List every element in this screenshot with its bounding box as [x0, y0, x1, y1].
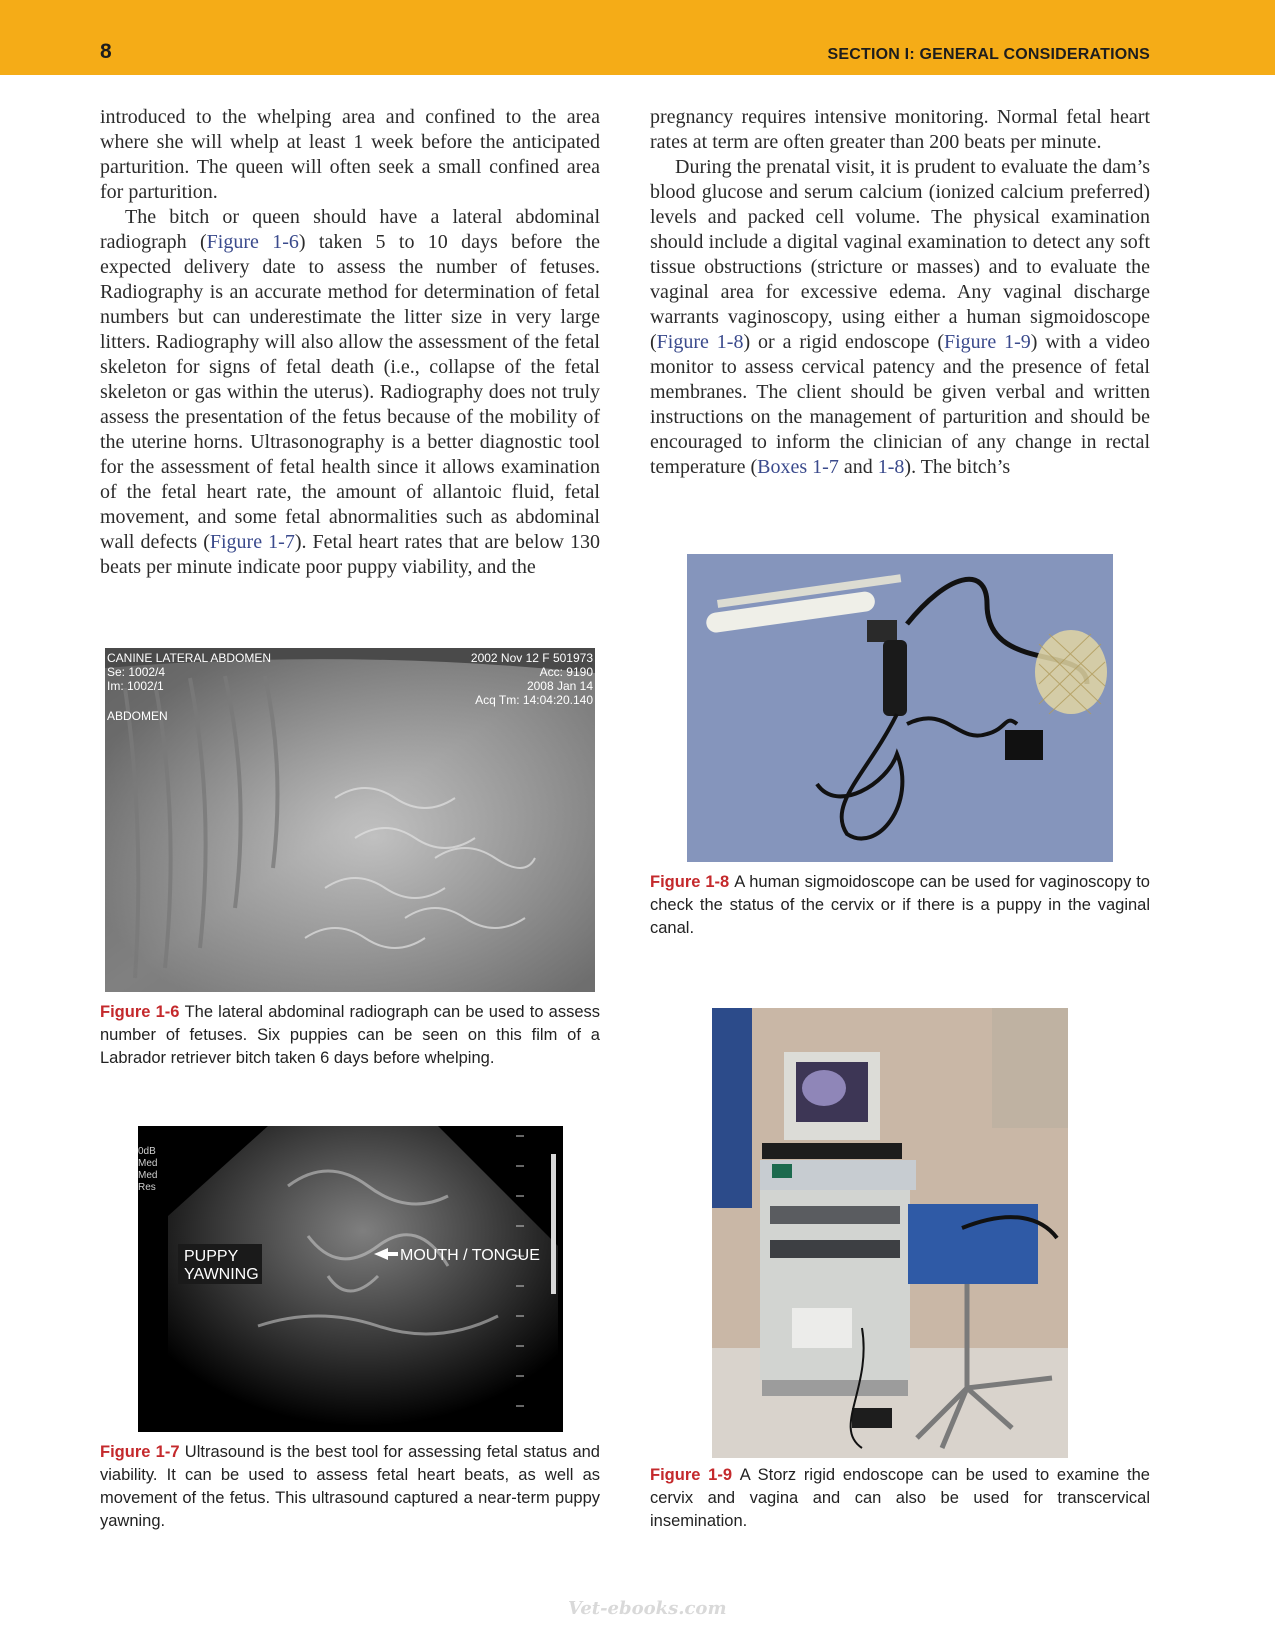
figure-1-6-label: Figure 1-6: [100, 1003, 180, 1021]
figure-1-7-label: Figure 1-7: [100, 1443, 180, 1461]
figure-1-8-link[interactable]: Figure 1-8: [656, 331, 744, 353]
sigmoidoscope-photo: [687, 554, 1113, 862]
us-label-puppy: PUPPY: [184, 1248, 239, 1265]
footer-watermark-logo: Vet-ebooks.com: [568, 1598, 727, 1619]
xray-region: ABDOMEN: [107, 709, 168, 723]
xray-date: 2002 Nov 12 F 501973: [470, 651, 593, 665]
figure-1-9-label: Figure 1-9: [650, 1466, 733, 1484]
xray-se: Se: 1002/4: [107, 665, 166, 679]
right-paragraph-1: pregnancy requires intensive monitoring. Normal fetal heart rates at term are often greater than 200 beats per minute.: [650, 106, 1150, 153]
xray-title: CANINE LATERAL ABDOMEN: [107, 651, 272, 665]
figure-1-6-link[interactable]: Figure 1-6: [206, 231, 299, 253]
us-setting-4: Res: [138, 1182, 156, 1193]
right-column-text: [650, 105, 1150, 480]
figure-1-7-link[interactable]: Figure 1-7: [209, 531, 295, 553]
figure-1-7-caption: Figure 1-7 Ultrasound is the best tool for assessing fetal status and viability. It can be used to assess fetal heart beats, as well as movement of the fetus. This ultrasound captured a near-term puppy yawning.: [100, 1443, 600, 1530]
figure-1-9-caption: Figure 1-9 A Storz rigid endoscope can be used to examine the cervix and vagina and can also be used for transcervical insemination.: [650, 1466, 1150, 1530]
box-1-8-link[interactable]: 1-8: [877, 456, 905, 478]
us-setting-2: Med: [138, 1158, 158, 1169]
us-label-mouth: MOUTH / TONGUE: [400, 1247, 540, 1264]
us-setting-1: 0dB: [138, 1146, 156, 1157]
xray-acq-date: 2008 Jan 14: [526, 679, 593, 693]
xray-acc: Acc: 9190: [539, 665, 593, 679]
ultrasound-image: [138, 1126, 563, 1432]
xray-acq-time: Acq Tm: 14:04:20.140: [475, 693, 593, 707]
box-1-7-link[interactable]: Boxes 1-7: [757, 456, 839, 478]
figure-1-6-caption: Figure 1-6 The lateral abdominal radiograph can be used to assess number of fetuses. Six puppies can be seen on this film of a Labrador retriever bitch taken 6 days before whelping.: [100, 1003, 600, 1067]
left-paragraph-1: introduced to the whelping area and confined to the area where she will whelp at least 1 week before the anticipated parturition. The queen will often seek a small confined area for parturition.: [100, 106, 600, 203]
left-paragraph-2: The bitch or queen should have a lateral abdominal radiograph (Figure 1-6) taken 5 to 10 days before the expected delivery date to assess the number of fetuses. Radiography is an accurate method for determination of fetal numbers but can underestimate the litter size in very large litters. Radiography will also allow the assessment of the fetal skeleton for signs of fetal death (i.e., collapse of the fetal skeleton or gas within the uterus). Radiography does not truly assess the presentation of the fetus because of the mobility of the uterine horns. Ultrasonography is a better diagnostic tool for the assessment of fetal health since it allows examination of the fetal heart rate, the amount of allantoic fluid, fetal movement, and some fetal abnormalities such as abdominal wall defects (Figure 1-7). Fetal heart rates that are below 130 beats per minute indicate poor puppy viability, and the: [100, 206, 600, 578]
right-paragraph-2: During the prenatal visit, it is prudent to evaluate the dam’s blood glucose and serum calcium (ionized calcium preferred) levels and packed cell volume. The physical examination should include a digital vaginal examination to detect any soft tissue obstructions (stricture or masses) and to evaluate the vaginal area for excessive edema. Any vaginal discharge warrants vaginoscopy, using either a human sigmoidoscope (Figure 1-8) or a rigid endoscope (Figure 1-9) with a video monitor to assess cervical patency and the presence of fetal membranes. The client should be given verbal and written instructions on the management of parturition and should be encouraged to inform the clinician of any change in rectal temperature (Boxes 1-7 and 1-8). The bitch’s: [650, 156, 1150, 478]
left-column-text: [100, 105, 600, 580]
us-setting-3: Med: [138, 1170, 158, 1181]
figure-1-9-link[interactable]: Figure 1-9: [943, 331, 1031, 353]
figure-1-8-label: Figure 1-8: [650, 873, 730, 891]
radiograph-image: [105, 648, 595, 992]
page-header: [0, 0, 1275, 75]
xray-im: Im: 1002/1: [107, 679, 164, 693]
endoscope-photo: [712, 1008, 1068, 1458]
us-label-yawning: YAWNING: [184, 1266, 259, 1283]
page-number: 8: [100, 40, 112, 63]
section-title: SECTION I: GENERAL CONSIDERATIONS: [827, 46, 1150, 63]
figure-1-8-caption: Figure 1-8 A human sigmoidoscope can be used for vaginoscopy to check the status of the cervix or if there is a puppy in the vaginal canal.: [650, 873, 1150, 937]
